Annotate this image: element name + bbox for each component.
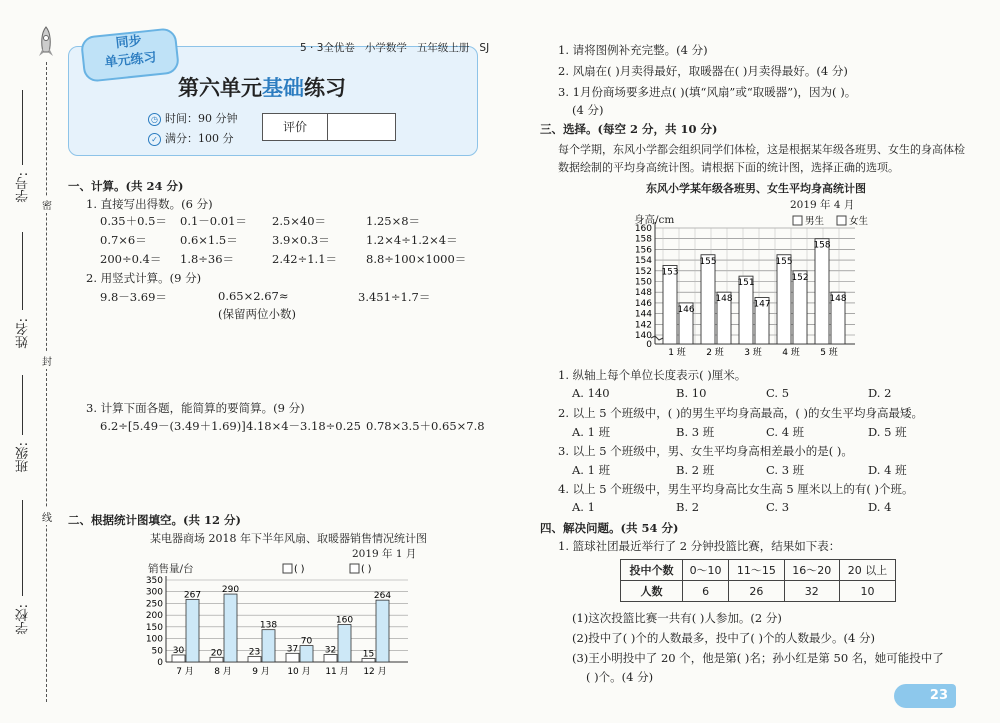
s3-q1: 1. 纵轴上每个单位长度表示( )厘米。 <box>558 368 747 382</box>
chart1-bar <box>224 594 237 662</box>
chart1-y-tick: 250 <box>145 599 163 610</box>
chart1-data-label: 15 <box>362 649 375 660</box>
calc-item: 2.42÷1.1＝ <box>272 252 338 266</box>
calc-item: 3.9×0.3＝ <box>272 233 330 247</box>
chart1-data-label: 30 <box>172 645 185 656</box>
chart2-y-tick: 148 <box>634 288 652 299</box>
seal-mi: 密 <box>42 196 52 213</box>
chart1-x-tick: 10 月 <box>287 667 311 677</box>
s3-q1-opt: B. 10 <box>676 386 707 400</box>
chart1-bar <box>324 655 337 662</box>
badge-line1: 同步 <box>114 33 143 52</box>
page-title <box>178 72 346 102</box>
school-line <box>22 500 23 596</box>
chart2-data-label: 151 <box>737 278 755 289</box>
chart1-data-label: 138 <box>259 620 278 631</box>
chart2-x-tick: 5 班 <box>820 348 838 358</box>
chart2-y-tick: 154 <box>634 256 652 267</box>
chart2-data-label: 147 <box>753 299 771 310</box>
class-line <box>22 375 23 435</box>
s3-q1-opt: C. 5 <box>766 386 790 400</box>
rocket-icon <box>38 26 54 66</box>
chart1-date: 2019 年 1 月 <box>352 548 417 560</box>
s4-sub3b: ( )个。(4 分) <box>586 670 654 684</box>
s3-q1-opt: A. 140 <box>572 386 610 400</box>
chart2-y-tick: 142 <box>634 320 652 331</box>
s4-q1: 1. 篮球社团最近举行了 2 分钟投篮比赛，结果如下表： <box>558 539 841 553</box>
legend-label-1: ( ) <box>294 564 305 575</box>
score-text: 满分：100 分 <box>165 132 234 145</box>
check-icon: ✓ <box>148 133 161 146</box>
seal-feng: 封 <box>42 352 52 369</box>
chart1-data-label: 32 <box>324 645 337 656</box>
table-header-cell: 0～10 <box>682 560 728 581</box>
chart2-data-label: 158 <box>813 240 831 251</box>
chart1-data-label: 264 <box>373 591 392 602</box>
s2-q3-points: (4 分) <box>572 103 604 117</box>
label-school: 学校: <box>16 604 31 635</box>
title-part-a: 第六单元 <box>178 76 262 100</box>
section1-title: 一、计算。(共 24 分) <box>68 179 184 193</box>
s3-q3: 3. 以上 5 个班级中，男、女生平均身高相差最小的是( )。 <box>558 444 853 458</box>
chart1-data-label: 267 <box>183 590 202 601</box>
vertical-calc-item: 3.451÷1.7＝ <box>358 290 431 304</box>
chart1-title: 某电器商场 2018 年下半年风扇、取暖器销售情况统计图 <box>150 532 427 545</box>
s4-sub2: (2)投中了( )个的人数最多，投中了( )个的人数最少。(4 分) <box>572 631 875 645</box>
chart2-ylabel: 身高/cm <box>634 214 675 226</box>
chart1-y-tick: 350 <box>145 576 163 586</box>
chart2-y-tick: 156 <box>634 245 652 256</box>
label-name: 姓名: <box>16 318 31 349</box>
s3-q4-opt: A. 1 <box>572 500 595 514</box>
series-info <box>300 40 489 55</box>
chart1-x-tick: 9 月 <box>252 667 270 677</box>
calc-item: 2.5×40＝ <box>272 214 327 228</box>
chart1-data-label: 160 <box>335 615 354 626</box>
chart2-data-label: 148 <box>829 294 847 305</box>
table-cell: 26 <box>729 581 784 602</box>
mixed-calc-item: 4.18×4－3.18÷0.25 <box>246 419 361 433</box>
chart1-bar <box>262 630 275 662</box>
chart1-bar <box>376 600 389 662</box>
s3-q2-opt: C. 4 班 <box>766 425 805 439</box>
mixed-calc-item: 0.78×3.5＋0.65×7.8 <box>366 419 485 433</box>
chart2-y-tick: 160 <box>634 224 652 234</box>
table-cell: 32 <box>784 581 839 602</box>
full-score <box>148 130 234 146</box>
chart2-x-tick: 1 班 <box>668 348 686 358</box>
chart1-bar <box>286 653 299 662</box>
chart1-y-tick: 100 <box>145 634 163 645</box>
title-part-b: 基础 <box>262 76 304 100</box>
student-id-line <box>22 90 23 165</box>
legend-label-girls: 女生 <box>849 216 869 227</box>
chart2-data-label: 153 <box>661 267 679 278</box>
title-part-c: 练习 <box>304 76 346 100</box>
series-name: 5 · 3全优卷 <box>300 42 355 54</box>
label-student-id: 学号: <box>16 172 31 203</box>
chart1-x-tick: 12 月 <box>363 667 387 677</box>
chart1-y-tick: 300 <box>145 587 163 598</box>
chart1-y-tick: 0 <box>157 658 163 668</box>
chart1-x-tick: 11 月 <box>325 667 349 677</box>
table-header-cell: 11～15 <box>729 560 784 581</box>
section3-title: 三、选择。(每空 2 分，共 10 分) <box>540 122 718 136</box>
legend-swatch-2 <box>350 564 359 573</box>
chart1-data-label: 20 <box>210 648 223 659</box>
calc-item: 0.35＋0.5＝ <box>100 214 167 228</box>
mixed-calc-item: 6.2÷[5.49－(3.49＋1.69)] <box>100 419 246 433</box>
chart1-bar <box>338 625 351 662</box>
name-line <box>22 232 23 310</box>
chart2-data-label: 152 <box>791 272 809 283</box>
chart1-y-tick: 150 <box>145 622 163 633</box>
seal-xian: 线 <box>42 508 52 525</box>
height-chart <box>615 212 875 362</box>
page-number: 23 <box>894 684 956 708</box>
chart2-y-tick: 146 <box>634 298 652 309</box>
table-header-cell: 投中个数 <box>621 560 683 581</box>
chart2-axis-break <box>651 336 663 340</box>
chart2-x-tick: 2 班 <box>706 348 724 358</box>
chart2-bar <box>701 255 715 344</box>
subject: 小学数学 <box>364 42 407 54</box>
chart1-x-tick: 8 月 <box>214 667 232 677</box>
chart2-data-label: 155 <box>775 256 793 267</box>
chart2-x-tick: 3 班 <box>744 348 762 358</box>
s3-q4-opt: C. 3 <box>766 500 790 514</box>
table-row-label: 人数 <box>621 581 683 602</box>
chart2-y-tick: 0 <box>646 340 652 350</box>
s1-q2: 2. 用竖式计算。(9 分) <box>86 271 202 285</box>
s3-q1-opt: D. 2 <box>868 386 892 400</box>
chart2-bar <box>777 255 791 344</box>
s2-q3: 3. 1月份商场要多进点( )(填“风扇”或“取暖器”)，因为( )。 <box>558 85 857 99</box>
chart1-data-label: 23 <box>248 647 261 658</box>
s3-q2-opt: A. 1 班 <box>572 425 611 439</box>
chart1-bar <box>186 599 199 662</box>
rounding-note: (保留两位小数) <box>218 307 296 321</box>
binding-dashed-line <box>46 62 47 702</box>
s4-sub3a: (3)王小明投中了 20 个，他是第( )名；孙小红是第 50 名，她可能投中了 <box>572 651 944 665</box>
chart1-x-tick: 7 月 <box>176 667 194 677</box>
section2-title: 二、根据统计图填空。(共 12 分) <box>68 513 241 527</box>
s2-q1: 1. 请将图例补充完整。(4 分) <box>558 43 708 57</box>
legend-label-boys: 男生 <box>805 216 825 227</box>
calc-item: 0.1－0.01＝ <box>180 214 247 228</box>
calc-item: 200÷0.4＝ <box>100 252 162 266</box>
chart1-data-label: 290 <box>221 585 240 596</box>
s1-q3: 3. 计算下面各题，能简算的要简算。(9 分) <box>86 401 305 415</box>
s3-q3-opt: D. 4 班 <box>868 463 907 477</box>
table-cell: 6 <box>682 581 728 602</box>
calc-item: 0.6×1.5＝ <box>180 233 238 247</box>
sales-chart <box>130 558 420 678</box>
chart2-y-tick: 150 <box>634 277 652 288</box>
s3-q3-opt: A. 1 班 <box>572 463 611 477</box>
legend-swatch-girls <box>837 216 846 225</box>
chart2-data-label: 155 <box>699 256 717 267</box>
vertical-calc-item: 9.8－3.69＝ <box>100 290 167 304</box>
s3-q4-opt: B. 2 <box>676 500 700 514</box>
calc-item: 8.8÷100×1000＝ <box>366 252 467 266</box>
evaluation-label: 评价 <box>263 114 328 140</box>
table-header-cell: 20 以上 <box>839 560 895 581</box>
legend-label-2: ( ) <box>361 564 372 575</box>
chart2-y-tick: 140 <box>634 331 652 341</box>
chart1-ylabel: 销售量/台 <box>148 563 194 575</box>
s4-sub1: (1)这次投篮比赛一共有( )人参加。(2 分) <box>572 611 782 625</box>
calc-item: 1.8÷36＝ <box>180 252 235 266</box>
s3-q4-opt: D. 4 <box>868 500 892 514</box>
chart2-x-tick: 4 班 <box>782 348 800 358</box>
chart2-title: 东风小学某年级各班男、女生平均身高统计图 <box>646 182 866 195</box>
badge-line2: 单元练习 <box>103 50 158 71</box>
vertical-calc-item: 0.65×2.67≈ <box>218 289 289 303</box>
chart2-data-label: 146 <box>677 304 695 315</box>
chart1-data-label: 70 <box>300 636 313 647</box>
s3-q3-opt: B. 2 班 <box>676 463 715 477</box>
table-row <box>621 581 896 602</box>
s3-q2-opt: D. 5 班 <box>868 425 907 439</box>
time-limit <box>148 110 238 126</box>
chart1-data-label: 37 <box>286 644 299 655</box>
table-cell: 10 <box>839 581 895 602</box>
legend-swatch-boys <box>793 216 802 225</box>
chart1-bar <box>172 655 185 662</box>
table-header-cell: 16～20 <box>784 560 839 581</box>
chart1-bar <box>300 646 313 662</box>
label-class: 班级: <box>16 442 31 473</box>
chart2-y-tick: 152 <box>634 266 652 277</box>
chart1-y-tick: 50 <box>151 646 163 657</box>
section4-title: 四、解决问题。(共 54 分) <box>540 521 679 535</box>
chart2-y-tick: 144 <box>634 309 652 320</box>
chart2-bar <box>815 239 829 344</box>
edition: SJ <box>479 42 490 54</box>
s3-q2: 2. 以上 5 个班级中，( )的男生平均身高最高，( )的女生平均身高最矮。 <box>558 406 924 420</box>
shooting-results-table <box>620 559 896 602</box>
chart1-y-tick: 200 <box>145 611 163 622</box>
s1-q1: 1. 直接写出得数。(6 分) <box>86 197 213 211</box>
chart2-date: 2019 年 4 月 <box>790 199 855 211</box>
clock-icon: ◷ <box>148 113 161 126</box>
table-row <box>621 560 896 581</box>
grade: 五年级上册 <box>416 42 470 54</box>
calc-item: 1.2×4÷1.2×4＝ <box>366 233 458 247</box>
chart2-data-label: 148 <box>715 294 733 305</box>
legend-swatch-1 <box>283 564 292 573</box>
calc-item: 0.7×6＝ <box>100 233 147 247</box>
evaluation-box <box>262 113 396 141</box>
calc-item: 1.25×8＝ <box>366 214 421 228</box>
s3-q3-opt: C. 3 班 <box>766 463 805 477</box>
s3-q2-opt: B. 3 班 <box>676 425 715 439</box>
chart2-y-tick: 158 <box>634 234 652 245</box>
s3-q4: 4. 以上 5 个班级中，男生平均身高比女生高 5 厘米以上的有( )个班。 <box>558 482 914 496</box>
s3-intro-1: 每个学期，东风小学都会组织同学们体检，这是根据某年级各班男、女生的身高体检 <box>558 143 965 156</box>
s3-intro-2: 数据绘制的平均身高统计图。请根据下面的统计图，选择正确的选项。 <box>558 161 899 174</box>
s2-q2: 2. 风扇在( )月卖得最好，取暖器在( )月卖得最好。(4 分) <box>558 64 848 78</box>
time-text: 时间：90 分钟 <box>165 112 238 125</box>
